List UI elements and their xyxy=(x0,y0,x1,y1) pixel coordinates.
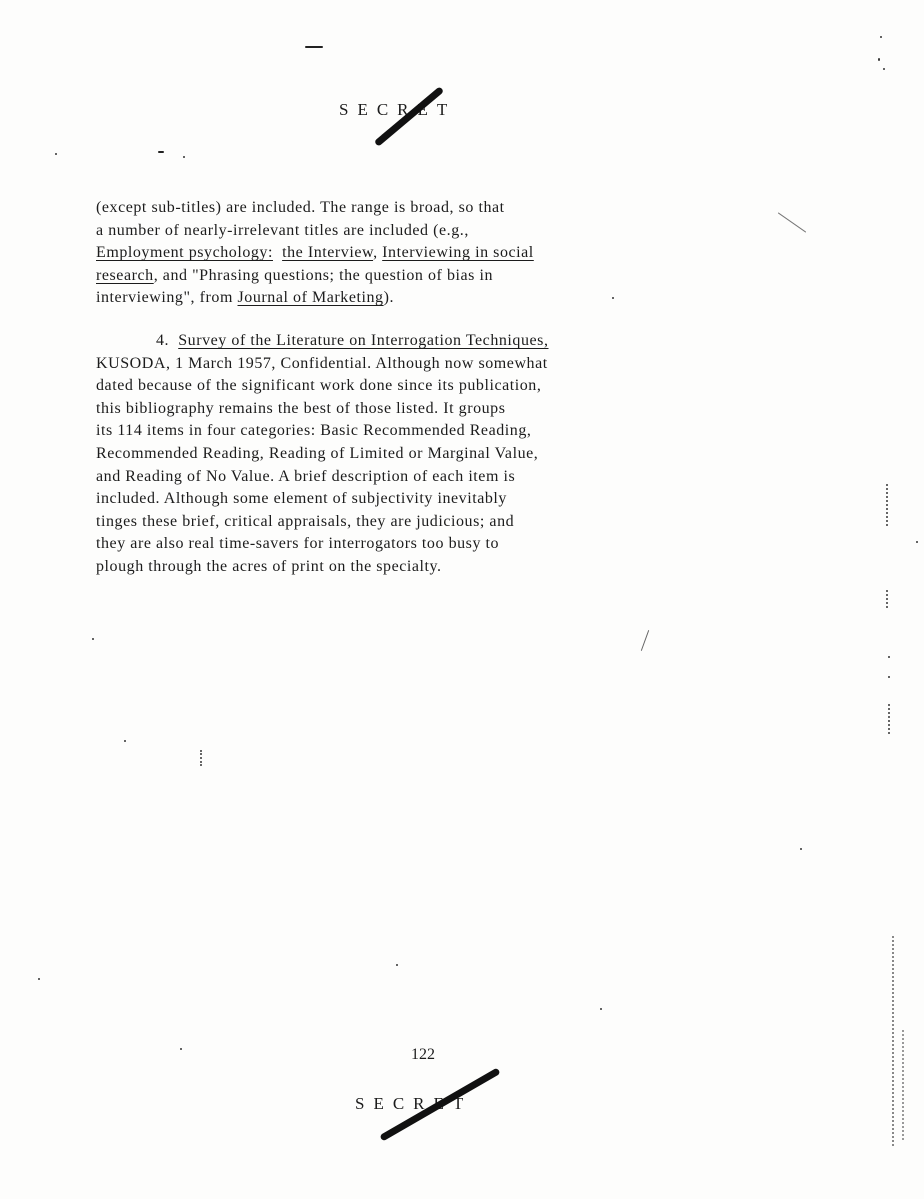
text-line: a number of nearly-irrelevant titles are included (e.g., xyxy=(96,221,469,239)
text-line: dated because of the significant work done since its publication, xyxy=(96,377,542,395)
scan-mark xyxy=(158,151,164,153)
text-line: its 114 items in four categories: Basic Recommended Reading, xyxy=(96,422,532,440)
text-line: tinges these brief, critical appraisals, they are judicious; and xyxy=(96,512,515,530)
text-line: included. Although some element of subjectivity inevitably xyxy=(96,490,507,508)
text-line: and Reading of No Value. A brief description of each item is xyxy=(96,467,516,485)
scan-speck xyxy=(183,156,185,158)
text-line: this bibliography remains the best of those listed. It groups xyxy=(96,399,506,417)
scan-dots xyxy=(886,484,891,526)
scan-dots xyxy=(902,1030,907,1140)
text-line xyxy=(96,265,736,288)
text-line: Employment psychology: the Interview, Interviewing in social xyxy=(96,244,534,262)
scan-speck xyxy=(888,676,890,678)
scan-mark xyxy=(778,212,806,232)
cited-title: research xyxy=(96,266,154,284)
cited-title: Survey of the Literature on Interrogation Techniques, xyxy=(178,332,549,349)
scan-speck xyxy=(396,964,398,966)
scan-mark xyxy=(641,630,649,651)
scan-speck xyxy=(880,36,882,38)
scan-dots xyxy=(888,704,893,734)
scan-speck xyxy=(600,1008,602,1010)
scan-speck xyxy=(92,638,94,640)
text-line: (except sub-titles) are included. The range is broad, so that xyxy=(96,199,505,216)
text-line xyxy=(96,287,736,310)
classification-header: SECRET xyxy=(339,100,457,119)
item-number: 4. xyxy=(156,332,170,349)
scan-speck xyxy=(878,58,880,61)
paragraph-item-4 xyxy=(96,330,736,579)
scan-speck xyxy=(800,848,802,850)
scan-speck xyxy=(916,541,918,543)
cited-journal: Journal of Marketing xyxy=(237,289,384,307)
text-line: KUSODA, 1 March 1957, Confidential. Although now somewhat xyxy=(96,354,548,372)
scan-speck xyxy=(883,68,885,70)
text-line: they are also real time-savers for interrogators too busy to xyxy=(96,535,500,553)
scan-dots xyxy=(892,936,897,1146)
cited-title: Interviewing in social xyxy=(382,244,534,262)
text-line xyxy=(96,330,736,353)
scan-dots xyxy=(886,590,891,608)
scan-dots xyxy=(200,750,205,766)
text-fragment: interviewing", from xyxy=(96,289,233,307)
text-line: plough through the acres of print on the specialty. xyxy=(96,557,442,575)
text-fragment: , and "Phrasing questions; the question of bias in xyxy=(153,266,494,284)
scan-speck xyxy=(180,1048,182,1050)
scan-speck xyxy=(55,153,57,155)
classification-footer: SECRET xyxy=(355,1094,473,1113)
scan-mark xyxy=(305,46,323,48)
text-fragment: ). xyxy=(383,289,395,307)
page-number: 122 xyxy=(411,1046,435,1063)
scan-speck xyxy=(612,297,614,299)
scan-speck xyxy=(124,740,126,742)
cited-title: the Interview xyxy=(282,244,374,262)
scan-speck xyxy=(888,656,890,658)
cited-title: Employment psychology: xyxy=(96,244,273,262)
paragraph-continuation xyxy=(96,197,736,310)
text-line: Recommended Reading, Reading of Limited or Marginal Value, xyxy=(96,444,539,462)
scan-speck xyxy=(38,978,40,980)
